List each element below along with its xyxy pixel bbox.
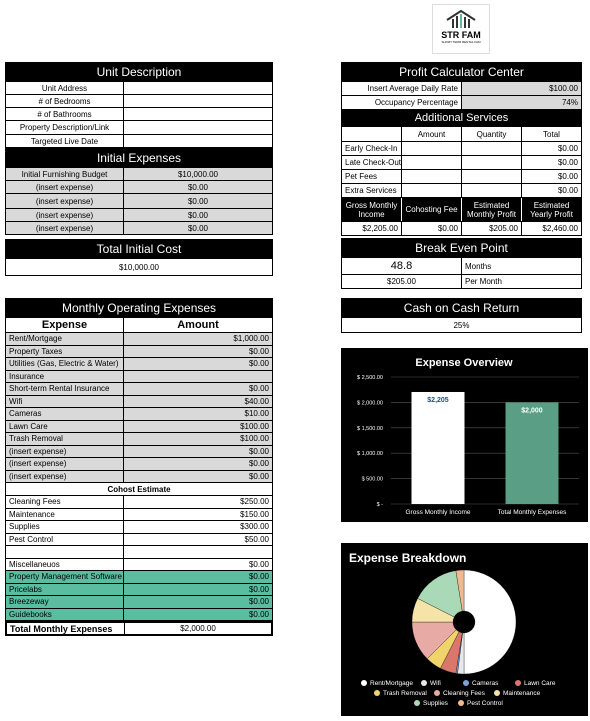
- initial-expense-label[interactable]: Initial Furnishing Budget: [6, 168, 124, 180]
- expense-overview-svg: [341, 348, 588, 522]
- legend-marker: [458, 700, 464, 706]
- service-quantity-input[interactable]: [462, 184, 522, 197]
- x-tick-label: Gross Monthly Income: [405, 509, 471, 516]
- cohosting-fee-value: $0.00: [402, 222, 462, 235]
- legend-marker: [494, 690, 500, 696]
- initial-expense-value[interactable]: $0.00: [187, 223, 209, 233]
- expense-label: (insert expense): [6, 471, 124, 483]
- profit-calculator-title: Profit Calculator Center: [341, 62, 582, 82]
- y-tick-label: $ 2,500.00: [357, 375, 383, 381]
- expense-row: [5, 546, 273, 559]
- expense-amount[interactable]: $40.00: [244, 396, 269, 406]
- expense-row: [5, 534, 273, 547]
- legend-label: Trash Removal: [383, 690, 427, 697]
- initial-expense-value[interactable]: $0.00: [187, 196, 209, 206]
- legend-label: Supplies: [423, 700, 448, 707]
- yearly-profit-head: Estimated Yearly Profit: [530, 200, 573, 219]
- expense-label: Property Taxes: [6, 346, 124, 358]
- expense-breakdown-svg: [341, 543, 588, 716]
- expense-amount[interactable]: $300.00: [240, 522, 269, 532]
- total-initial-cost-title: Total Initial Cost: [5, 239, 273, 259]
- service-row: [341, 156, 582, 170]
- expense-amount[interactable]: $250.00: [240, 497, 269, 507]
- monthly-profit-head: Estimated Monthly Profit: [462, 198, 522, 221]
- service-total: $0.00: [557, 144, 578, 153]
- initial-expense-label[interactable]: (insert expense): [6, 194, 124, 208]
- expense-amount[interactable]: $10.00: [244, 409, 269, 419]
- break-even-months-label: Months: [465, 261, 492, 271]
- unit-description-title: Unit Description: [5, 62, 273, 82]
- expense-row: [5, 333, 273, 346]
- legend-label: Cameras: [472, 680, 499, 687]
- total-initial-cost-value: $10,000.00: [118, 262, 160, 272]
- adr-label: Insert Average Daily Rate: [342, 82, 462, 95]
- expense-label: Supplies: [6, 521, 124, 533]
- initial-expense-row: [5, 194, 273, 209]
- expense-overview-chart: [341, 348, 588, 522]
- expense-label: Pricelabs: [6, 584, 124, 596]
- legend-label: Rent/Mortgage: [370, 680, 413, 687]
- initial-expense-label[interactable]: (insert expense): [6, 209, 124, 221]
- expense-amount[interactable]: $0.00: [248, 572, 269, 582]
- total-initial-cost-section: [5, 239, 273, 276]
- expense-row: [5, 446, 273, 459]
- expense-label: Insurance: [6, 371, 124, 383]
- cash-on-cash-title: Cash on Cash Return: [341, 298, 582, 318]
- expense-amount[interactable]: $150.00: [240, 509, 269, 519]
- initial-expense-value[interactable]: $0.00: [187, 210, 209, 220]
- bar-data-label: $2,205: [427, 396, 449, 404]
- expense-row: [5, 433, 273, 446]
- expense-label: Lawn Care: [6, 421, 124, 433]
- unit-row: [5, 135, 273, 148]
- col-expense: Expense: [6, 318, 124, 332]
- cohost-estimate-title: Cohost Estimate: [107, 484, 171, 494]
- legend-label: Wifi: [430, 680, 441, 687]
- expense-label: Utilities (Gas, Electric & Water): [6, 358, 124, 370]
- unit-row-input[interactable]: [124, 95, 272, 107]
- legend-marker: [515, 680, 521, 686]
- legend-marker: [421, 680, 427, 686]
- service-label: Extra Services: [342, 184, 402, 197]
- col-amount-head: Amount: [177, 319, 219, 331]
- legend-label: Maintenance: [503, 690, 541, 697]
- pie-slice: [464, 570, 516, 674]
- y-tick-label: $ -: [376, 502, 383, 508]
- expense-amount[interactable]: [124, 371, 272, 383]
- legend-marker: [414, 700, 420, 706]
- chart-title: Expense Breakdown: [349, 551, 467, 565]
- expense-amount[interactable]: $0.00: [248, 459, 269, 469]
- logo-subtext: SHORT TERM RENTAL FAM: [441, 40, 481, 44]
- profit-calculator-section: [341, 62, 582, 236]
- cash-on-cash-section: [341, 298, 582, 333]
- service-row: [341, 142, 582, 156]
- logo-text: STR FAM: [441, 30, 481, 40]
- expense-label: Miscellaneuos: [6, 559, 124, 571]
- monthly-expenses-section: [5, 298, 273, 636]
- initial-expense-row: [5, 222, 273, 235]
- service-quantity-input[interactable]: [462, 170, 522, 183]
- expense-amount[interactable]: $0.00: [248, 471, 269, 481]
- service-total: $0.00: [557, 186, 578, 195]
- legend-marker: [374, 690, 380, 696]
- cash-on-cash-value: 25%: [453, 320, 470, 330]
- unit-row-input[interactable]: [124, 135, 272, 147]
- additional-services-title: Additional Services: [341, 110, 582, 127]
- expense-amount[interactable]: $50.00: [244, 534, 269, 544]
- logo: [432, 4, 490, 54]
- expense-label: (insert expense): [6, 458, 124, 470]
- chart-title: Expense Overview: [415, 357, 513, 369]
- total-monthly-label: Total Monthly Expenses: [7, 623, 125, 634]
- expense-label: [6, 546, 124, 558]
- expense-amount[interactable]: [124, 546, 272, 558]
- unit-row-input[interactable]: [124, 82, 272, 94]
- expense-row: [5, 371, 273, 384]
- expense-row: [5, 421, 273, 434]
- expense-amount[interactable]: $0.00: [248, 359, 269, 369]
- expense-row: [5, 559, 273, 572]
- legend-marker: [361, 680, 367, 686]
- expense-label: Trash Removal: [6, 433, 124, 445]
- initial-expense-row: [5, 209, 273, 222]
- expense-label: Maintenance: [6, 509, 124, 521]
- unit-row: [5, 82, 273, 95]
- bar: [412, 392, 465, 504]
- initial-expense-label[interactable]: (insert expense): [6, 222, 124, 234]
- unit-row-input[interactable]: [124, 108, 272, 120]
- initial-expenses-title: Initial Expenses: [5, 148, 273, 168]
- expense-label: (insert expense): [6, 446, 124, 458]
- col-total: Total: [543, 129, 560, 139]
- expense-label: Guidebooks: [6, 609, 124, 621]
- service-label: Early Check-In: [342, 142, 402, 155]
- expense-row: [5, 346, 273, 359]
- services-blank-head: [342, 127, 402, 141]
- initial-expense-value[interactable]: $10,000.00: [177, 169, 219, 179]
- expense-amount[interactable]: $100.00: [240, 421, 269, 431]
- unit-row-label: Targeted Live Date: [6, 135, 124, 147]
- adr-input[interactable]: $100.00: [462, 82, 581, 95]
- expense-row: [5, 396, 273, 409]
- initial-expense-row: [5, 168, 273, 181]
- expense-label: Cameras: [6, 408, 124, 420]
- expense-amount[interactable]: $100.00: [240, 434, 269, 444]
- monthly-profit-value: $205.00: [462, 222, 522, 235]
- break-even-per-label: Per Month: [465, 277, 502, 286]
- expense-row: [5, 596, 273, 609]
- initial-expense-label[interactable]: (insert expense): [6, 181, 124, 193]
- expense-label: Property Management Software: [6, 571, 124, 583]
- legend-label: Cleaning Fees: [443, 690, 485, 697]
- expense-amount[interactable]: $0.00: [248, 446, 269, 456]
- unit-row: [5, 108, 273, 121]
- y-tick-label: $ 2,000.00: [357, 400, 383, 407]
- expense-amount[interactable]: $0.00: [248, 559, 269, 569]
- initial-expense-value[interactable]: $0.00: [187, 182, 209, 192]
- service-row: [341, 170, 582, 184]
- service-amount-input[interactable]: [402, 156, 462, 169]
- gross-income-head: Gross Monthly Income: [342, 198, 402, 221]
- initial-expense-row: [5, 181, 273, 194]
- y-tick-label: $ 1,000.00: [357, 451, 383, 458]
- expense-amount[interactable]: $0.00: [248, 384, 269, 394]
- service-label: Pet Fees: [342, 170, 402, 183]
- unit-row-input[interactable]: [124, 121, 272, 134]
- bar: [506, 402, 559, 504]
- legend-marker: [463, 680, 469, 686]
- service-quantity-input[interactable]: [462, 156, 522, 169]
- expense-label: Short-term Rental Insurance: [6, 383, 124, 395]
- break-even-title: Break Even Point: [341, 238, 582, 258]
- col-amount: Amount: [402, 127, 462, 141]
- expense-row: [5, 408, 273, 421]
- expense-row: [5, 571, 273, 584]
- expense-label: Breezeway: [6, 596, 124, 608]
- expense-row: [5, 383, 273, 396]
- yearly-profit-value: $2,460.00: [542, 224, 578, 233]
- service-total: $0.00: [557, 172, 578, 181]
- break-even-section: [341, 238, 582, 289]
- break-even-per-value: $205.00: [342, 275, 462, 288]
- legend-label: Lawn Care: [524, 680, 556, 687]
- service-quantity-input[interactable]: [462, 142, 522, 155]
- service-amount-input[interactable]: [402, 170, 462, 183]
- legend-label: Pest Control: [467, 700, 503, 707]
- expense-row: [5, 496, 273, 509]
- unit-description-section: [5, 62, 273, 235]
- unit-row: [5, 95, 273, 108]
- expense-label: Cleaning Fees: [6, 496, 124, 508]
- expense-row: [5, 358, 273, 371]
- col-quantity: Quantity: [462, 127, 522, 141]
- gross-income-value: $2,205.00: [342, 222, 402, 235]
- expense-row: [5, 458, 273, 471]
- unit-row-label: Unit Address: [6, 82, 124, 94]
- service-amount-input[interactable]: [402, 184, 462, 197]
- expense-label: Wifi: [6, 396, 124, 408]
- expense-amount[interactable]: $0.00: [248, 346, 269, 356]
- monthly-expenses-title: Monthly Operating Expenses: [5, 298, 273, 318]
- bar-data-label: $2,000: [521, 407, 543, 415]
- expense-amount[interactable]: $0.00: [248, 584, 269, 594]
- unit-row: [5, 121, 273, 135]
- unit-row-label: # of Bathrooms: [6, 108, 124, 120]
- expense-breakdown-chart: [341, 543, 588, 716]
- occupancy-label: Occupancy Percentage: [342, 96, 462, 109]
- service-row: [341, 184, 582, 198]
- y-tick-label: $ 1,500.00: [357, 425, 383, 432]
- break-even-months-value: 48.8: [342, 258, 462, 274]
- unit-row-label: # of Bedrooms: [6, 95, 124, 107]
- expense-amount[interactable]: $0.00: [248, 609, 269, 619]
- expense-label: Pest Control: [6, 534, 124, 546]
- unit-row-label: Property Description/Link: [6, 121, 124, 134]
- expense-amount[interactable]: $0.00: [248, 597, 269, 607]
- occupancy-input[interactable]: 74%: [462, 96, 581, 109]
- total-monthly-value: $2,000.00: [180, 624, 216, 633]
- cohosting-fee-head: Cohosting Fee: [402, 198, 462, 221]
- expense-row: [5, 471, 273, 484]
- expense-row: [5, 609, 273, 622]
- expense-row: [5, 509, 273, 522]
- house-logo-icon: [441, 8, 481, 30]
- expense-label: Rent/Mortgage: [6, 333, 124, 345]
- expense-row: [5, 584, 273, 597]
- service-total: $0.00: [557, 158, 578, 167]
- legend-marker: [434, 690, 440, 696]
- expense-amount[interactable]: $1,000.00: [233, 334, 269, 344]
- service-amount-input[interactable]: [402, 142, 462, 155]
- x-tick-label: Total Monthly Expenses: [497, 509, 567, 516]
- service-label: Late Check-Out: [342, 156, 402, 169]
- expense-row: [5, 521, 273, 534]
- y-tick-label: $ 500.00: [361, 476, 383, 483]
